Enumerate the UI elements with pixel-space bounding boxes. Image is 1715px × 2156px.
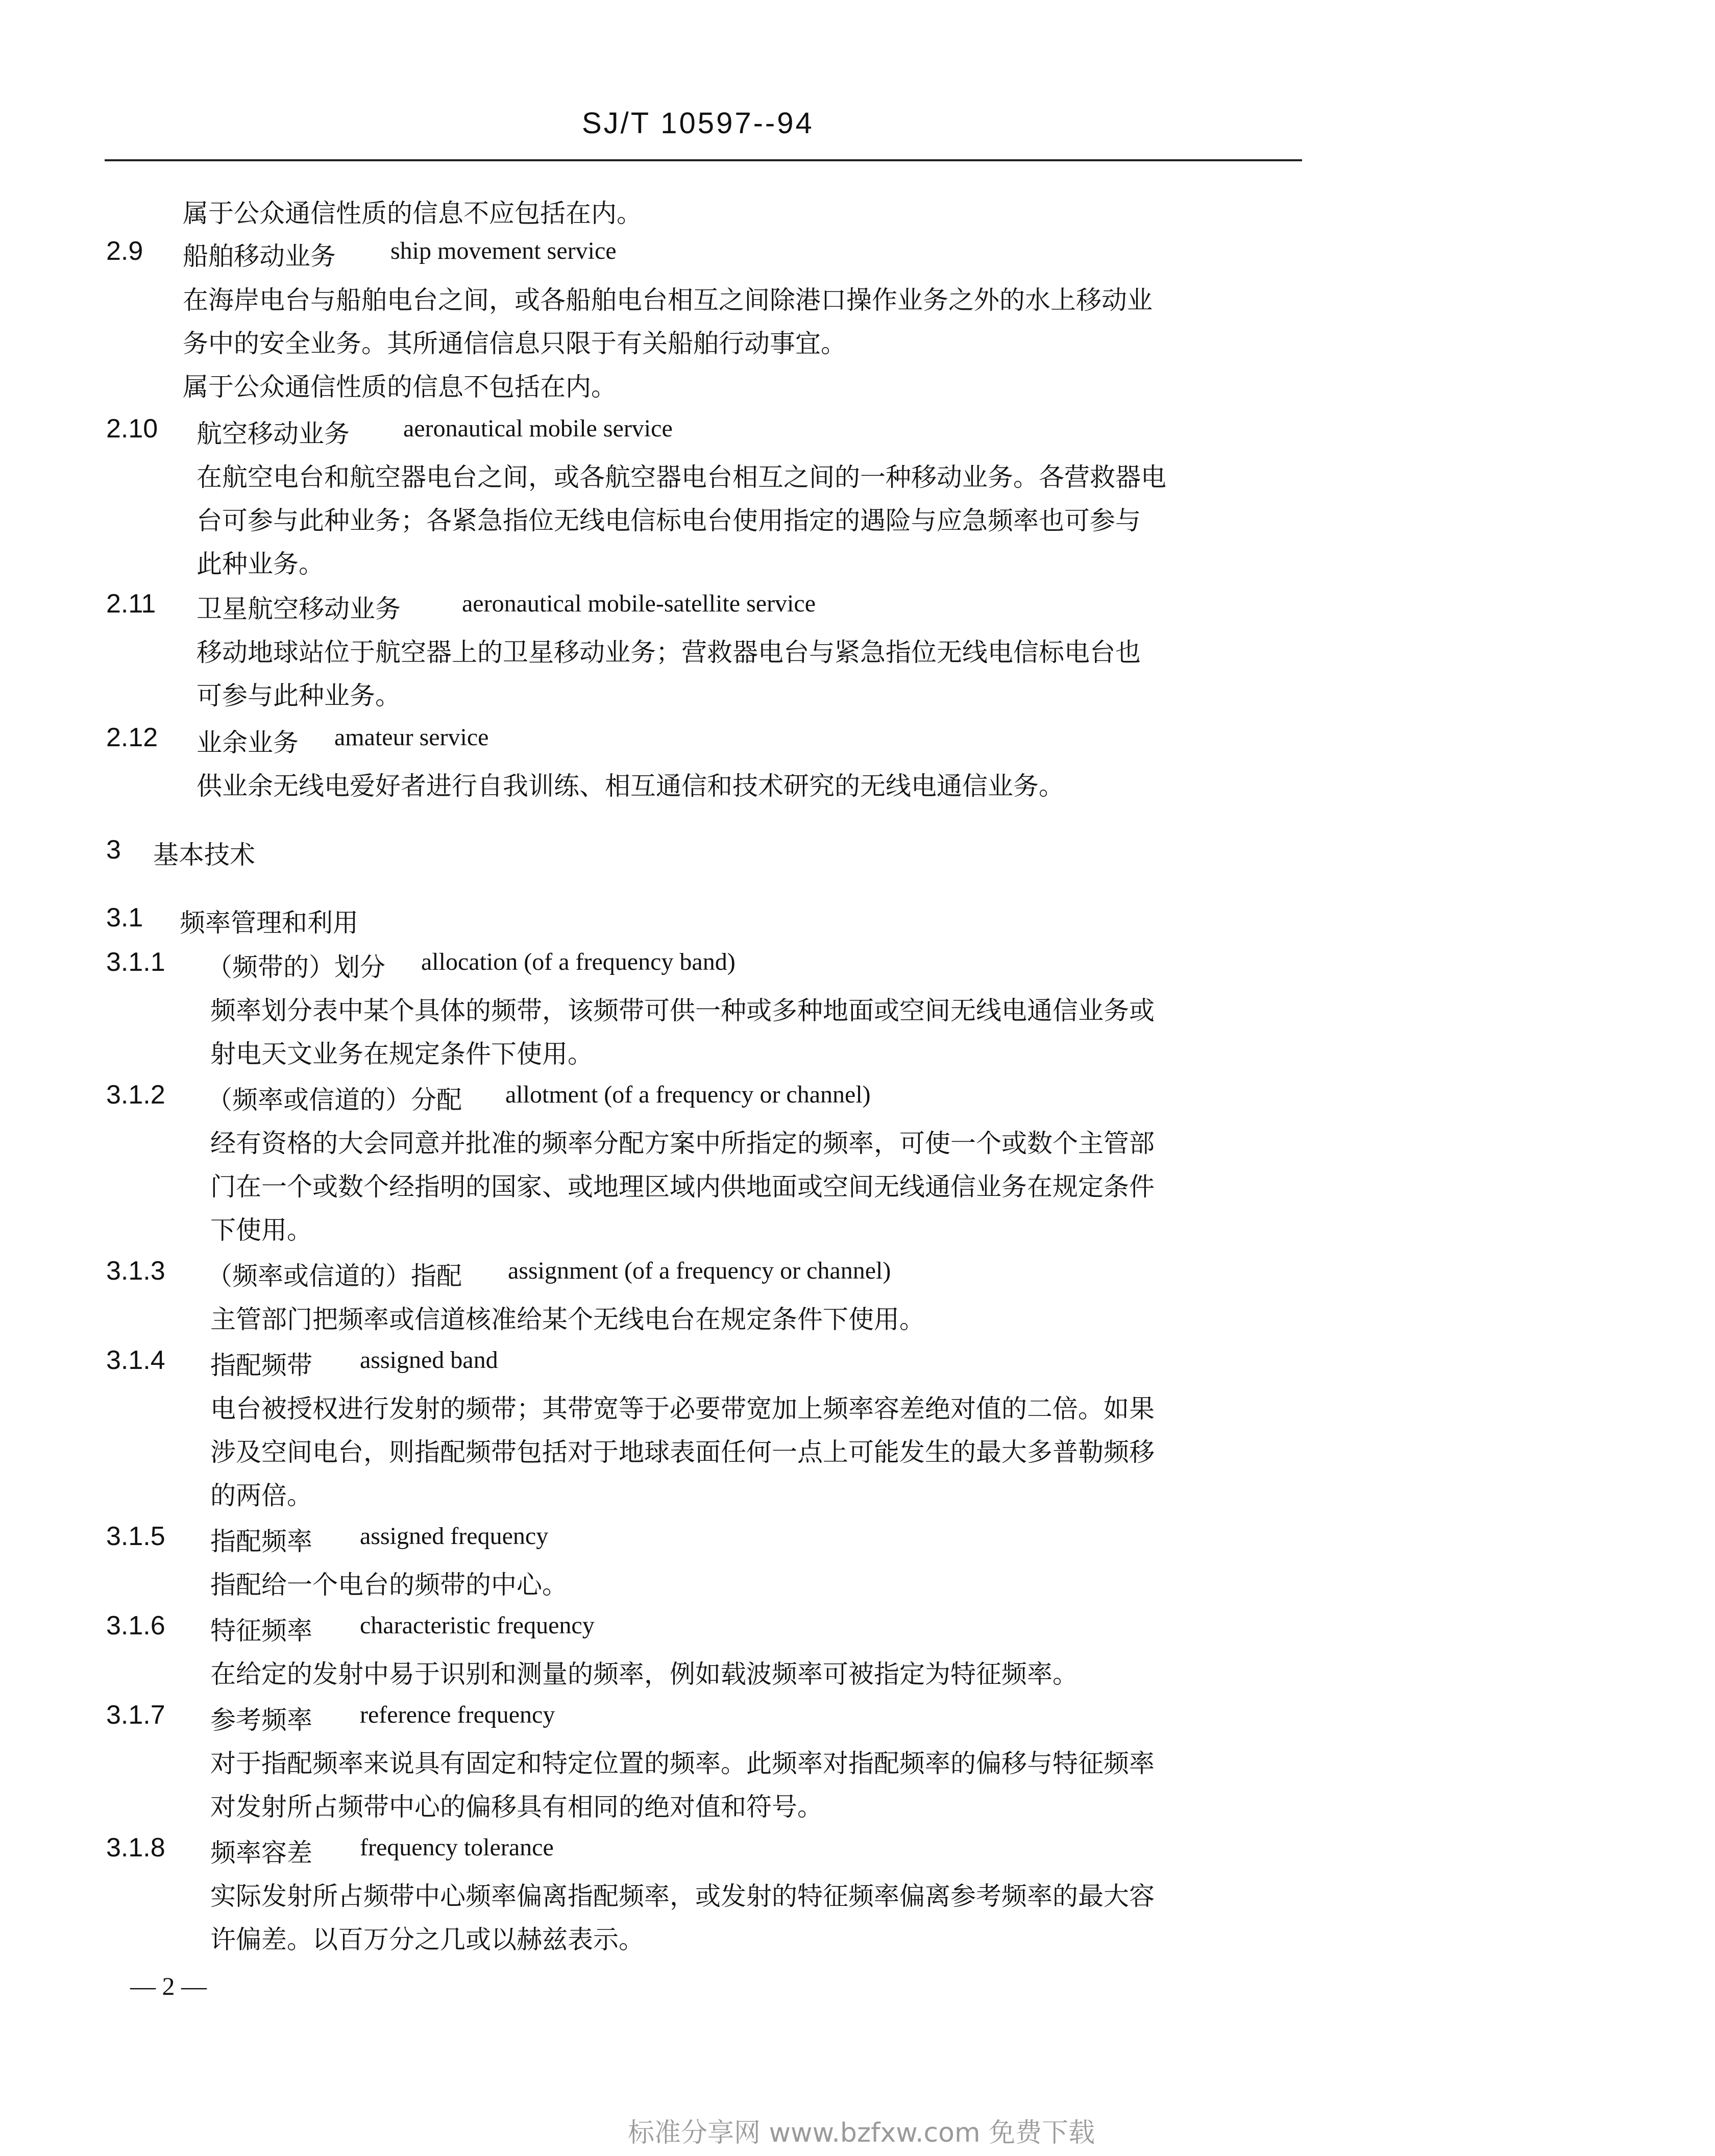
term-en: characteristic frequency	[360, 1612, 595, 1639]
section-number: 3.1.3	[106, 1256, 165, 1286]
section-number: 2.10	[106, 414, 158, 444]
term-en: assigned band	[360, 1346, 498, 1374]
term-zh: 业余业务	[197, 728, 299, 757]
term-en: frequency tolerance	[360, 1834, 554, 1861]
section-title: 基本技术	[153, 840, 255, 870]
term-zh: （频率或信道的）分配	[207, 1085, 462, 1115]
section-number: 3.1.5	[106, 1522, 165, 1551]
term-zh: （频率或信道的）指配	[207, 1261, 462, 1291]
term-en: allocation (of a frequency band)	[421, 948, 736, 975]
document-header: SJ/T 10597--94	[582, 107, 814, 140]
body-line: 在给定的发射中易于识别和测量的频率，例如载波频率可被指定为特征频率。	[210, 1659, 1078, 1689]
term-en: reference frequency	[360, 1701, 555, 1728]
section-number: 2.11	[106, 589, 156, 619]
term-en: assigned frequency	[360, 1523, 549, 1550]
term-zh: 参考频率	[210, 1705, 312, 1735]
body-line: 电台被授权进行发射的频带；其带宽等于必要带宽加上频率容差绝对值的二倍。如果	[210, 1394, 1155, 1424]
body-line: 实际发射所占频带中心频率偏离指配频率，或发射的特征频率偏离参考频率的最大容	[210, 1881, 1155, 1911]
body-line: 在海岸电台与船舶电台之间，或各船舶电台相互之间除港口操作业务之外的水上移动业	[183, 285, 1153, 315]
term-zh: 频率容差	[210, 1838, 312, 1868]
term-en: allotment (of a frequency or channel)	[505, 1081, 871, 1108]
term-zh: 航空移动业务	[197, 419, 350, 449]
intro-text: 属于公众通信性质的信息不应包括在内。	[183, 199, 642, 228]
term-zh: 船舶移动业务	[183, 241, 336, 271]
section-number: 3.1.6	[106, 1611, 165, 1640]
term-zh: 指配频率	[210, 1527, 312, 1556]
term-en: aeronautical mobile service	[403, 415, 673, 442]
section-number: 3.1	[106, 903, 143, 933]
section-number: 2.12	[106, 723, 158, 752]
body-line: 的两倍。	[210, 1481, 312, 1510]
body-line: 此种业务。	[197, 549, 324, 579]
watermark-text: 标准分享网 www.bzfxw.com 免费下载	[628, 2118, 1095, 2148]
term-zh: 指配频带	[210, 1351, 312, 1380]
term-zh: 特征频率	[210, 1616, 312, 1646]
term-en: assignment (of a frequency or channel)	[508, 1257, 891, 1284]
section-number: 3.1.2	[106, 1080, 165, 1110]
section-number: 2.9	[106, 236, 143, 266]
body-line: 射电天文业务在规定条件下使用。	[210, 1039, 593, 1069]
body-line: 务中的安全业务。其所通信信息只限于有关船舶行动事宜。	[183, 329, 846, 358]
section-number: 3	[106, 835, 121, 865]
body-line: 属于公众通信性质的信息不包括在内。	[183, 372, 617, 402]
body-line: 涉及空间电台，则指配频带包括对于地球表面任何一点上可能发生的最大多普勒频移	[210, 1437, 1155, 1467]
body-line: 许偏差。以百万分之几或以赫兹表示。	[210, 1925, 644, 1954]
body-line: 频率划分表中某个具体的频带，该频带可供一种或多种地面或空间无线电通信业务或	[210, 996, 1155, 1025]
section-number: 3.1.4	[106, 1345, 165, 1375]
body-line: 主管部门把频率或信道核准给某个无线电台在规定条件下使用。	[210, 1305, 925, 1334]
section-number: 3.1.8	[106, 1833, 165, 1863]
body-line: 经有资格的大会同意并批准的频率分配方案中所指定的频率，可使一个或数个主管部	[210, 1129, 1155, 1158]
term-en: ship movement service	[390, 237, 617, 264]
body-line: 移动地球站位于航空器上的卫星移动业务；营救器电台与紧急指位无线电信标电台也	[197, 638, 1141, 667]
body-line: 供业余无线电爱好者进行自我训练、相互通信和技术研究的无线电通信业务。	[197, 771, 1064, 801]
section-title: 频率管理和利用	[180, 908, 358, 938]
term-zh: 卫星航空移动业务	[197, 594, 401, 624]
body-line: 可参与此种业务。	[197, 681, 401, 710]
body-line: 指配给一个电台的频带的中心。	[210, 1570, 568, 1600]
term-en: amateur service	[334, 724, 489, 751]
body-line: 下使用。	[210, 1215, 312, 1245]
body-line: 台可参与此种业务；各紧急指位无线电信标电台使用指定的遇险与应急频率也可参与	[197, 506, 1141, 535]
body-line: 对发射所占频带中心的偏移具有相同的绝对值和符号。	[210, 1792, 823, 1822]
body-line: 门在一个或数个经指明的国家、或地理区域内供地面或空间无线通信业务在规定条件	[210, 1172, 1155, 1202]
header-rule	[105, 159, 1302, 161]
term-zh: （频带的）划分	[207, 952, 385, 982]
page-number: — 2 —	[130, 1972, 207, 2000]
body-line: 在航空电台和航空器电台之间，或各航空器电台相互之间的一种移动业务。各营救器电	[197, 462, 1166, 492]
section-number: 3.1.7	[106, 1700, 165, 1730]
body-line: 对于指配频率来说具有固定和特定位置的频率。此频率对指配频率的偏移与特征频率	[210, 1749, 1155, 1778]
term-en: aeronautical mobile-satellite service	[462, 590, 816, 617]
section-number: 3.1.1	[106, 947, 165, 977]
